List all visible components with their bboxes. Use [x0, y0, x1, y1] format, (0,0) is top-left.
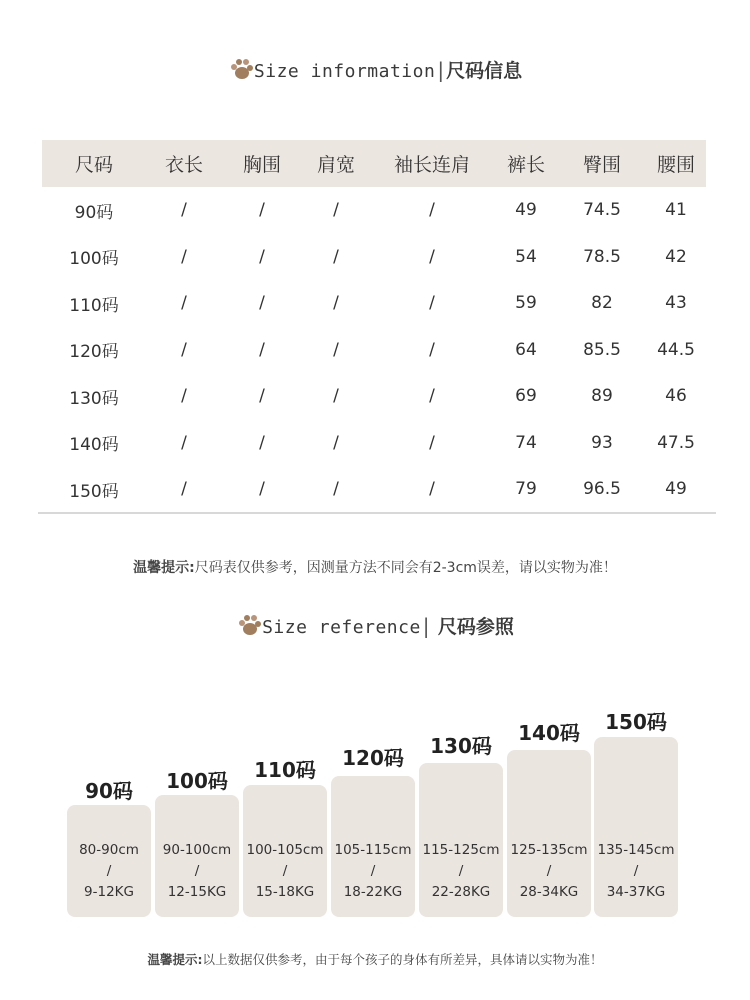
table-cell: /	[429, 479, 435, 500]
table-cell: 89	[591, 386, 613, 407]
size-table-note	[0, 557, 750, 577]
table-cell: 93	[591, 432, 613, 453]
table-cell: 82	[591, 293, 613, 314]
title-separator: |	[422, 614, 430, 638]
table-cell: 41	[665, 200, 687, 221]
table-cell: 120码	[69, 342, 119, 363]
ref-card	[419, 763, 503, 917]
table-cell: /	[333, 246, 339, 267]
table-cell: 42	[665, 246, 687, 267]
ref-weight: 12-15KG	[167, 884, 227, 900]
ref-card	[67, 805, 151, 917]
ref-height: 115-125cm	[422, 842, 500, 858]
ref-text	[419, 840, 503, 903]
table-row	[42, 187, 706, 234]
ref-card	[594, 737, 678, 917]
table-cell: 74	[515, 432, 537, 453]
table-cell: /	[429, 386, 435, 407]
ref-sep: /	[194, 863, 200, 879]
table-cell: 79	[515, 479, 537, 500]
ref-sep: /	[458, 863, 464, 879]
table-divider	[38, 512, 716, 514]
ref-text	[331, 840, 415, 903]
table-cell: /	[259, 293, 265, 314]
ref-weight: 22-28KG	[431, 884, 491, 900]
size-table	[42, 140, 706, 513]
table-row	[42, 234, 706, 281]
ref-weight: 15-18KG	[255, 884, 315, 900]
table-cell: /	[429, 200, 435, 221]
table-cell: /	[259, 479, 265, 500]
table-cell: /	[181, 246, 187, 267]
table-cell: /	[429, 432, 435, 453]
table-cell: /	[259, 246, 265, 267]
table-cell: 150码	[69, 481, 119, 502]
table-header: 胸围	[222, 140, 302, 187]
ref-height: 100-105cm	[246, 842, 324, 858]
table-row	[42, 466, 706, 513]
ref-sep: /	[370, 863, 376, 879]
ref-size-label: 140码	[518, 721, 580, 745]
table-cell: 140码	[69, 435, 119, 456]
table-cell: /	[429, 293, 435, 314]
ref-text	[594, 840, 678, 903]
table-cell: 130码	[69, 388, 119, 409]
table-cell: 54	[515, 246, 537, 267]
ref-size-label: 100码	[166, 769, 228, 793]
table-cell: /	[181, 200, 187, 221]
table-cell: /	[333, 386, 339, 407]
ref-sep: /	[106, 863, 112, 879]
ref-size-label: 110码	[254, 758, 316, 782]
paw-icon	[236, 613, 262, 639]
table-cell: /	[181, 386, 187, 407]
table-cell: /	[429, 246, 435, 267]
note-text: 以上数据仅供参考，由于每个孩子的身体有所差异，具体请以实物为准！	[202, 952, 603, 967]
table-header: 衣长	[146, 140, 222, 187]
table-cell: /	[259, 339, 265, 360]
note-text: 尺码表仅供参考，因测量方法不同会有2-3cm误差，请以实物为准！	[194, 560, 617, 576]
table-cell: 78.5	[583, 246, 621, 267]
table-cell: /	[333, 200, 339, 221]
ref-size-label: 120码	[342, 746, 404, 770]
table-cell: 46	[665, 386, 687, 407]
size-reference-title	[0, 612, 750, 639]
table-header: 腰围	[646, 140, 706, 187]
ref-height: 135-145cm	[597, 842, 675, 858]
ref-size-label: 90码	[85, 779, 133, 803]
table-cell: /	[259, 200, 265, 221]
table-cell: 59	[515, 293, 537, 314]
table-header: 肩宽	[302, 140, 370, 187]
table-row	[42, 327, 706, 374]
title-separator: |	[437, 58, 445, 82]
paw-icon	[228, 57, 254, 83]
table-cell: 74.5	[583, 200, 621, 221]
table-cell: 44.5	[657, 339, 695, 360]
ref-size-label: 150码	[605, 710, 667, 734]
table-header: 裤长	[494, 140, 558, 187]
ref-sep: /	[633, 863, 639, 879]
note-label: 温馨提示:	[133, 560, 195, 576]
ref-height: 105-115cm	[334, 842, 412, 858]
ref-card	[243, 785, 327, 917]
ref-weight: 34-37KG	[606, 884, 666, 900]
title-en: Size information	[253, 61, 436, 82]
ref-weight: 28-34KG	[519, 884, 579, 900]
table-cell: /	[333, 293, 339, 314]
table-cell: /	[181, 293, 187, 314]
table-cell: /	[333, 479, 339, 500]
ref-weight: 18-22KG	[343, 884, 403, 900]
table-cell: 96.5	[583, 479, 621, 500]
table-row	[42, 280, 706, 327]
ref-sep: /	[282, 863, 288, 879]
table-cell: 85.5	[583, 339, 621, 360]
size-information-title	[0, 56, 750, 83]
ref-card	[155, 795, 239, 917]
table-header: 袖长连肩	[370, 140, 494, 187]
title-zh: 尺码信息	[446, 60, 523, 82]
table-cell: /	[259, 386, 265, 407]
table-cell: 90码	[74, 202, 114, 223]
table-header: 臀围	[558, 140, 646, 187]
ref-card	[507, 750, 591, 917]
ref-height: 125-135cm	[510, 842, 588, 858]
ref-text	[67, 840, 151, 903]
ref-height: 90-100cm	[162, 842, 232, 858]
table-cell: /	[181, 432, 187, 453]
ref-sep: /	[546, 863, 552, 879]
table-cell: /	[181, 339, 187, 360]
table-cell: /	[333, 339, 339, 360]
ref-size-label: 130码	[430, 734, 492, 758]
table-cell: 49	[515, 200, 537, 221]
ref-height: 80-90cm	[79, 842, 139, 858]
table-cell: 47.5	[657, 432, 695, 453]
note-label: 温馨提示:	[147, 952, 203, 967]
table-header: 尺码	[42, 140, 146, 187]
size-reference-note	[0, 950, 750, 968]
title-en: Size reference	[262, 617, 421, 638]
table-row	[42, 373, 706, 420]
table-cell: 43	[665, 293, 687, 314]
table-cell: 110码	[69, 295, 119, 316]
ref-weight: 9-12KG	[84, 884, 134, 900]
table-cell: /	[181, 479, 187, 500]
title-zh: 尺码参照	[437, 616, 514, 638]
ref-card	[331, 776, 415, 917]
ref-text	[243, 840, 327, 903]
table-header-row	[42, 140, 706, 187]
table-cell: 49	[665, 479, 687, 500]
table-cell: 64	[515, 339, 537, 360]
table-cell: /	[333, 432, 339, 453]
table-cell: /	[429, 339, 435, 360]
table-cell: /	[259, 432, 265, 453]
table-cell: 69	[515, 386, 537, 407]
ref-text	[507, 840, 591, 903]
table-cell: 100码	[69, 249, 119, 270]
ref-text	[155, 840, 239, 903]
table-row	[42, 420, 706, 467]
